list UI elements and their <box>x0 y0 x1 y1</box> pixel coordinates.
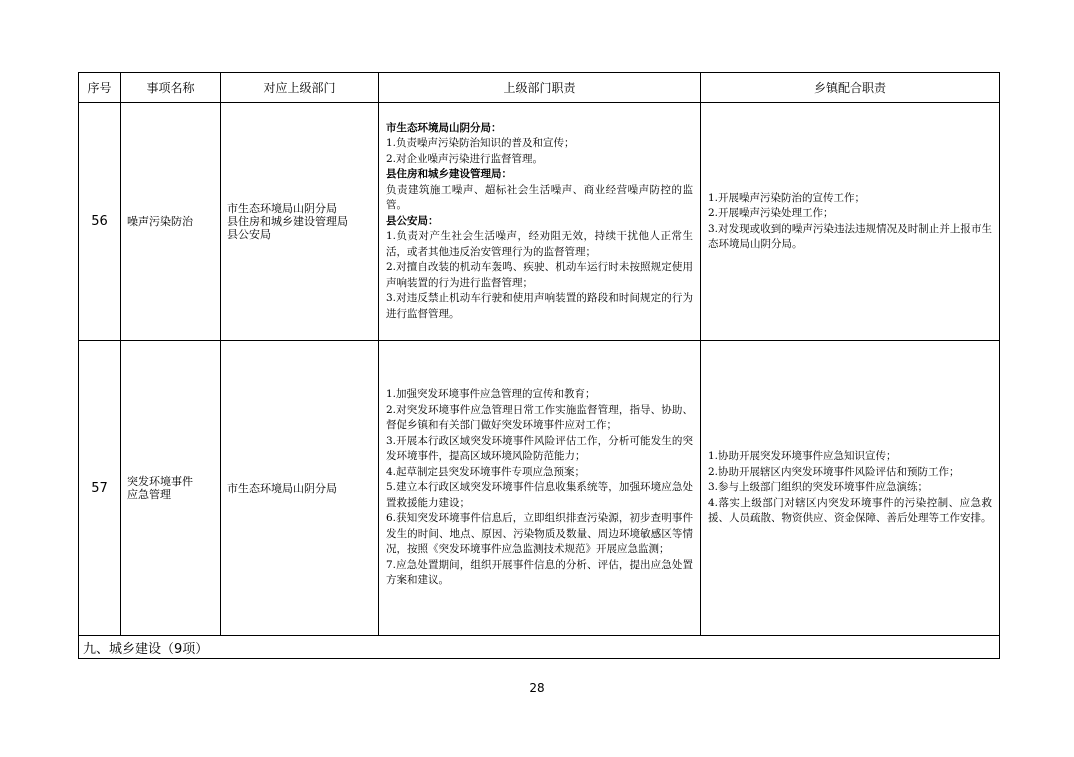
dept-line: 市生态环境局山阴分局 <box>227 202 337 215</box>
town-duty-line: 1.开展噪声污染防治的宣传工作； <box>708 191 866 204</box>
header-upper-duties: 上级部门职责 <box>379 73 701 103</box>
duty-line: 1.负责对产生社会生活噪声，经劝阻无效，持续干扰他人正常生活，或者其他违反治安管理行为的监督管理； <box>386 230 693 258</box>
duty-line: 2.对突发环境事件应急管理日常工作实施监督管理，指导、协助、督促乡镇和有关部门做好突发环境事件应对工作； <box>386 403 693 432</box>
duty-line: 负责建筑施工噪声、超标社会生活噪声、商业经营噪声防控的监管。 <box>386 183 693 212</box>
duty-heading: 县住房和城乡建设管理局： <box>386 168 512 181</box>
item-name-cell <box>121 341 221 636</box>
duty-line: 2.对擅自改装的机动车轰鸣、疾驶、机动车运行时未按照规定使用声响装置的行为进行监督管理； <box>386 261 693 289</box>
header-town-duties: 乡镇配合职责 <box>701 73 1000 103</box>
town-duty-line: 2.开展噪声污染处理工作； <box>708 207 834 219</box>
duty-line: 2.对企业噪声污染进行监督管理。 <box>386 152 544 165</box>
item-name-line: 噪声污染防治 <box>127 215 193 228</box>
duty-line: 6.获知突发环境事件信息后，立即组织排查污染源，初步查明事件发生的时间、地点、原因、污染物质及数量、周边环境敏感区等情况，按照《突发环境事件应急监测技术规范》开展应急监测； <box>386 512 693 556</box>
header-item-name: 事项名称 <box>121 73 221 103</box>
item-name-line: 突发环境事件 <box>127 475 193 488</box>
duty-line: 3.对违反禁止机动车行驶和使用声响装置的路段和时间规定的行为进行监督管理。 <box>386 292 693 320</box>
upper-duties-cell <box>379 103 701 341</box>
table-header-row <box>79 73 1000 103</box>
duty-heading: 市生态环境局山阴分局： <box>386 121 502 134</box>
page-number: 28 <box>529 681 545 695</box>
town-duty-line: 3.参与上级部门组织的突发环境事件应急演练； <box>708 481 929 494</box>
upper-duties-cell <box>379 341 701 636</box>
dept-line: 市生态环境局山阴分局 <box>227 481 337 495</box>
dept-line: 县住房和城乡建设管理局 <box>227 215 348 228</box>
row-number: 56 <box>79 103 121 341</box>
dept-line: 县公安局 <box>227 228 271 241</box>
header-no: 序号 <box>79 73 121 103</box>
duty-line: 1.加强突发环境事件应急管理的宣传和教育； <box>386 388 596 401</box>
duty-line: 4.起草制定县突发环境事件专项应急预案； <box>386 465 586 478</box>
town-duties-cell <box>701 103 1000 341</box>
row-number: 57 <box>79 341 121 636</box>
duty-heading: 县公安局： <box>386 214 439 227</box>
town-duties-cell <box>701 341 1000 636</box>
header-upper-dept: 对应上级部门 <box>221 73 379 103</box>
item-name-line: 应急管理 <box>127 488 171 501</box>
section-row <box>79 636 1000 659</box>
town-duty-line: 2.协助开展辖区内突发环境事件风险评估和预防工作； <box>708 465 960 478</box>
town-duty-line: 4.落实上级部门对辖区内突发环境事件的污染控制、应急救援、人员疏散、物资供应、资金保障、善后处理等工作安排。 <box>708 496 992 525</box>
duty-line: 5.建立本行政区域突发环境事件信息收集系统等，加强环境应急处置救援能力建设； <box>386 481 693 509</box>
upper-dept-cell <box>221 341 379 636</box>
section-heading: 九、城乡建设（9项） <box>79 636 1000 659</box>
upper-dept-cell <box>221 103 379 341</box>
duty-line: 3.开展本行政区域突发环境事件风险评估工作，分析可能发生的突发环境事件，提高区域环境风险防范能力； <box>386 434 693 463</box>
item-name-cell <box>121 103 221 341</box>
town-duty-line: 3.对发现或收到的噪声污染违法违规情况及时制止并上报市生态环境局山阴分局。 <box>708 222 992 250</box>
table-row <box>79 103 1000 341</box>
duty-line: 7.应急处置期间，组织开展事件信息的分析、评估，提出应急处置方案和建议。 <box>386 558 693 587</box>
duty-line: 1.负责噪声污染防治知识的普及和宣传； <box>386 137 575 150</box>
town-duty-line: 1.协助开展突发环境事件应急知识宣传； <box>708 450 897 463</box>
duties-table <box>78 72 1000 659</box>
table-row <box>79 341 1000 636</box>
